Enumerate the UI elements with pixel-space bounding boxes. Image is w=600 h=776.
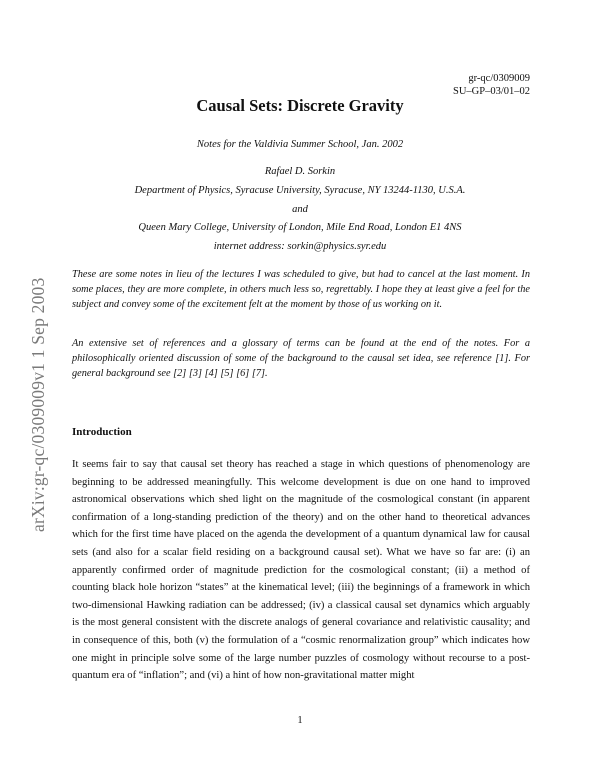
arxiv-identifier: arXiv:gr-qc/0309009v1 1 Sep 2003 (28, 277, 48, 532)
abstract-paragraph-2: An extensive set of references and a glossary of terms can be found at the end of the notes. For a philosophically oriented discussion of some of the background to the causal set idea, see reference [1]. For general background see [2] [3] [4] [5] [6] [7]. (72, 338, 530, 379)
section-heading-introduction: Introduction (72, 426, 132, 438)
report-id-arxiv: gr-qc/0309009 (468, 73, 530, 84)
affiliation-queen-mary: Queen Mary College, University of London, Mile End Road, London E1 4NS (138, 222, 462, 233)
introduction-body: It seems fair to say that causal set theory has reached a stage in which questions of phenomenology are beginning to be addressed meaningfully. This welcome development is due on one hand to improved astronomical observations which shed light on the magnitude of the cosmological constant (in apparent confirmation of a long-standing prediction of the theory) and on the other hand to theoretical advances which for the first time have placed on the agenda the development of a quantum dynamical law for causal sets (and also for a scalar field residing on a background causal set). What we have so far are: (i) an apparently confirmed order of magnitude prediction for the cosmological constant; (ii) a method of counting black hole horizon “states” at the kinematical level; (iii) the beginnings of a framework in which two-dimensional Hawking radiation can be addressed; (iv) a classical causal set dynamics which arguably is the most general consistent with the discrete analogs of general covariance and relativistic causality; and in consequence of this, both (v) the formulation of a “cosmic renormalization group” which indicates how one might in principle solve some of the large number puzzles of cosmology without recourse to a post-quantum era of “inflation”; and (vi) a hint of how non-gravitational matter might (72, 459, 530, 682)
page-number: 1 (297, 715, 303, 726)
arxiv-sidebar-stamp (18, 212, 48, 532)
report-ids (453, 72, 530, 98)
report-id-su: SU–GP–03/01–02 (452, 86, 530, 97)
paper-title: Causal Sets: Discrete Gravity (196, 96, 404, 115)
author-email: internet address: sorkin@physics.syr.edu (213, 241, 387, 252)
abstract-paragraph-1: These are some notes in lieu of the lectures I was scheduled to give, but had to cancel at the last moment. In some places, they are more complete, in others much less so, regrettably. I hope they at least give a feel for the subject and convey some of the excitement felt at the moment by those of us working on it. (72, 269, 530, 310)
paper-subtitle: Notes for the Valdivia Summer School, Jan. 2002 (196, 139, 404, 150)
author-name: Rafael D. Sorkin (264, 166, 336, 177)
affiliation-and: and (292, 204, 308, 215)
affiliation-syracuse: Department of Physics, Syracuse University, Syracuse, NY 13244-1130, U.S.A. (134, 185, 466, 196)
